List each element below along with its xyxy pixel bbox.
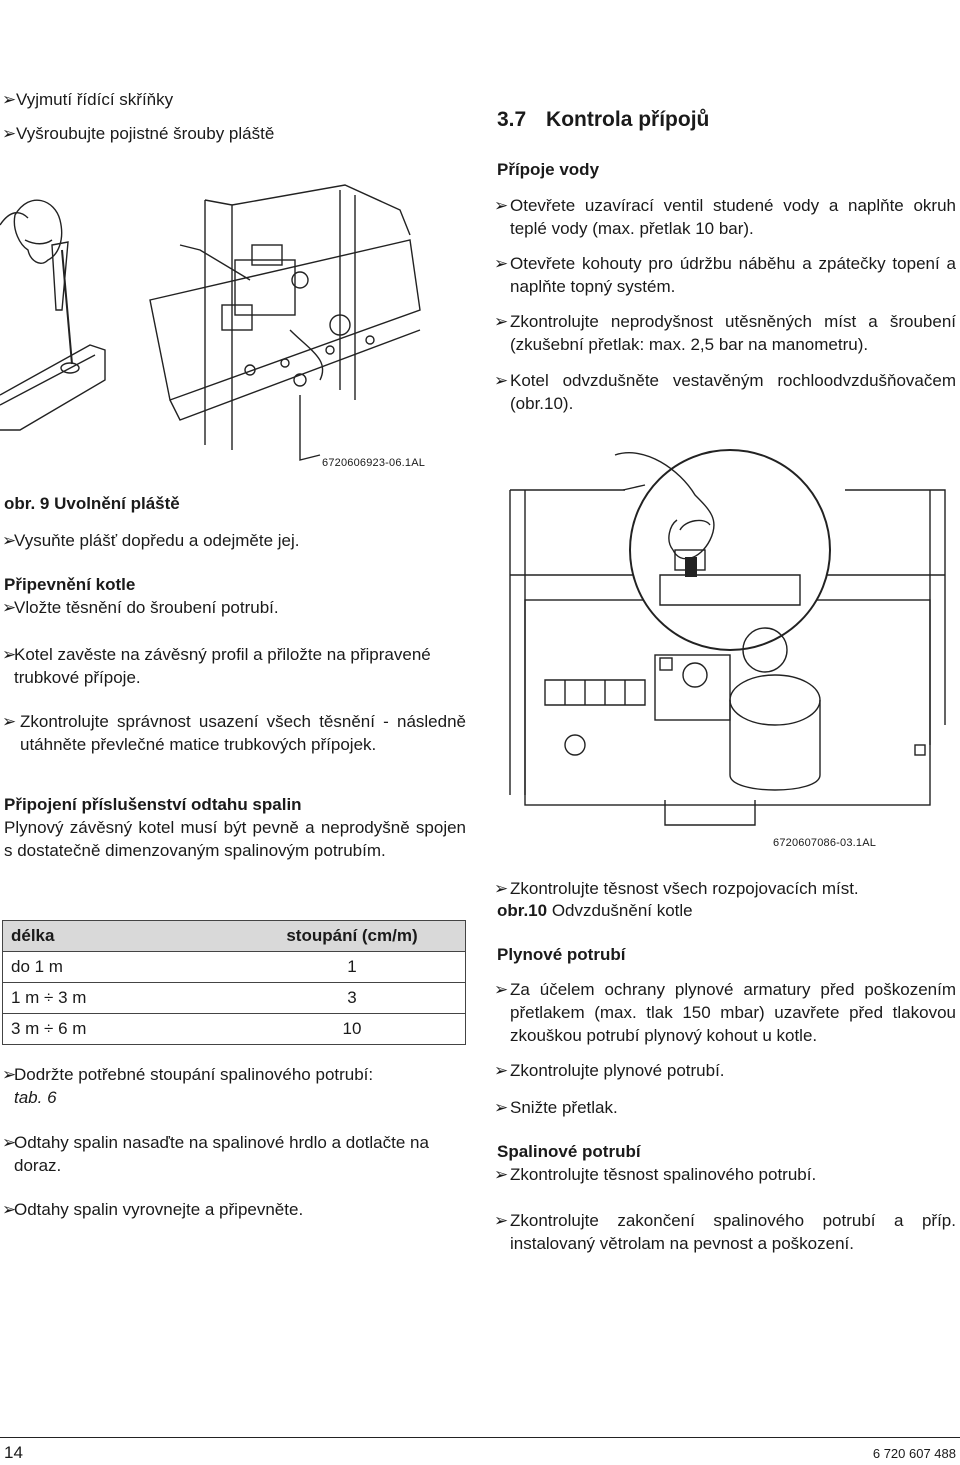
figure-9-code: 6720606923-06.1AL [322, 457, 426, 469]
arrow-bullet-icon: ➢ [494, 254, 509, 273]
arrow-bullet-icon: ➢ [494, 371, 509, 390]
bullet-check-seals: ➢ Zkontrolujte správnost usazení všech těsnění - následně utáhněte převlečné matice trubkových přípojek. [2, 712, 466, 754]
section-number: 3.7 [497, 108, 527, 131]
bullet-open-cold-water: ➢ Otevřete uzavírací ventil studené vody a naplňte okruh teplé vody (max. přetlak 10 bar). [494, 196, 956, 238]
flue-slope-table [2, 920, 466, 1045]
arrow-bullet-icon: ➢ [2, 1133, 17, 1152]
table-header-slope: stoupání (cm/m) [239, 921, 466, 952]
table-cell-length: 3 m ÷ 6 m [3, 1014, 240, 1045]
bullet-check-tightness: ➢ Zkontrolujte neprodyšnost utěsněných míst a šroubení (zkušební přetlak: max. 2,5 bar na manometru). [494, 312, 956, 354]
water-connections-heading: Přípoje vody [497, 160, 600, 179]
arrow-bullet-icon: ➢ [2, 90, 17, 109]
bullet-unscrew-screws: ➢ Vyšroubujte pojistné šrouby pláště [2, 124, 275, 143]
table-header-length: délka [3, 921, 240, 952]
figure-10-caption-text: Odvzdušnění kotle [551, 901, 693, 920]
arrow-bullet-icon: ➢ [494, 1211, 509, 1230]
bullet-keep-slope [2, 1063, 464, 1109]
arrow-bullet-icon: ➢ [494, 1098, 509, 1117]
arrow-bullet-icon: ➢ [494, 196, 509, 215]
bullet-remove-control-box: ➢ Vyjmutí řídící skříňky [2, 90, 174, 109]
bullet-align-flue: ➢ Odtahy spalin vyrovnejte a připevněte. [2, 1200, 304, 1219]
bullet-push-flue: ➢ Odtahy spalin nasaďte na spalinové hrdlo a dotlačte na doraz. [2, 1133, 429, 1175]
arrow-bullet-icon: ➢ [2, 712, 17, 731]
arrow-bullet-icon: ➢ [494, 1061, 509, 1080]
bullet-gas-protection: ➢ Za účelem ochrany plynové armatury před poškozením přetlakem (max. tlak 150 mbar) uzavřete před tlakovou zkouškou potrubí plynový kohout u kotle. [494, 980, 956, 1045]
figure-9-caption-number: obr. 9 [4, 494, 50, 513]
table-cell-slope: 3 [239, 983, 466, 1014]
bullet-check-flue-terminal: ➢ Zkontrolujte zakončení spalinového potrubí a příp. instalovaný větrolam na pevnost a poškození. [494, 1211, 956, 1253]
bullet-check-joints: ➢ Zkontrolujte těsnost všech rozpojovacích míst. [494, 879, 859, 898]
figure-10-caption-number: obr.10 [497, 901, 548, 920]
footer-divider [0, 1437, 960, 1438]
arrow-bullet-icon: ➢ [2, 1200, 17, 1219]
figure-9-caption-text: Uvolnění pláště [54, 494, 180, 513]
section-heading [497, 108, 709, 132]
bullet-check-flue-tightness: ➢ Zkontrolujte těsnost spalinového potrubí. [494, 1165, 817, 1184]
arrow-bullet-icon: ➢ [2, 645, 17, 664]
table-reference: tab. 6 [14, 1088, 57, 1107]
bullet-insert-seals: ➢ Vložte těsnění do šroubení potrubí. [2, 598, 279, 617]
arrow-bullet-icon: ➢ [494, 879, 509, 898]
section-title: Kontrola přípojů [546, 108, 710, 131]
flue-connection-text: Plynový závěsný kotel musí být pevně a neprodyšně spojen s dostatečně dimenzovaným spalinovým potrubím. [4, 818, 466, 860]
figure-10-caption [497, 899, 693, 922]
table-row [3, 983, 466, 1014]
page-number: 14 [4, 1443, 23, 1462]
slope-instruction-text: Dodržte potřebné stoupání spalinového potrubí: [14, 1065, 374, 1084]
table-cell-length: 1 m ÷ 3 m [3, 983, 240, 1014]
arrow-bullet-icon: ➢ [2, 124, 17, 143]
gas-pipe-heading: Plynové potrubí [497, 945, 626, 964]
document-number: 6 720 607 488 [872, 1446, 956, 1461]
figure-10-illustration [505, 445, 955, 835]
arrow-bullet-icon: ➢ [2, 598, 17, 617]
bullet-hang-boiler: ➢ Kotel zavěste na závěsný profil a přiložte na připravené trubkové přípoje. [2, 645, 431, 687]
bullet-check-gas-pipe: ➢ Zkontrolujte plynové potrubí. [494, 1061, 725, 1080]
figure-9-caption [4, 492, 180, 515]
bullet-reduce-pressure: ➢ Snižte přetlak. [494, 1098, 618, 1117]
table-header-row [3, 921, 466, 952]
table-row [3, 1014, 466, 1045]
figure-10-code: 6720607086-03.1AL [773, 837, 877, 849]
bullet-slide-casing: ➢ Vysuňte plášť dopředu a odejměte jej. [2, 531, 300, 550]
arrow-bullet-icon: ➢ [494, 1165, 509, 1184]
arrow-bullet-icon: ➢ [494, 312, 509, 331]
table-cell-length: do 1 m [3, 952, 240, 983]
figure-9-illustration [0, 150, 440, 470]
arrow-bullet-icon: ➢ [494, 980, 509, 999]
table-row [3, 952, 466, 983]
table-cell-slope: 1 [239, 952, 466, 983]
arrow-bullet-icon: ➢ [2, 1065, 17, 1084]
mount-heading: Připevnění kotle [4, 575, 136, 594]
arrow-bullet-icon: ➢ [2, 531, 17, 550]
table-cell-slope: 10 [239, 1014, 466, 1045]
bullet-vent-boiler: ➢ Kotel odvzdušněte vestavěným rochloodvzdušňovačem (obr.10). [494, 371, 956, 413]
flue-connection-heading: Připojení příslušenství odtahu spalin [4, 795, 302, 814]
flue-pipe-heading: Spalinové potrubí [497, 1142, 641, 1161]
bullet-open-heating-valves: ➢ Otevřete kohouty pro údržbu náběhu a zpátečky topení a naplňte topný systém. [494, 254, 956, 296]
